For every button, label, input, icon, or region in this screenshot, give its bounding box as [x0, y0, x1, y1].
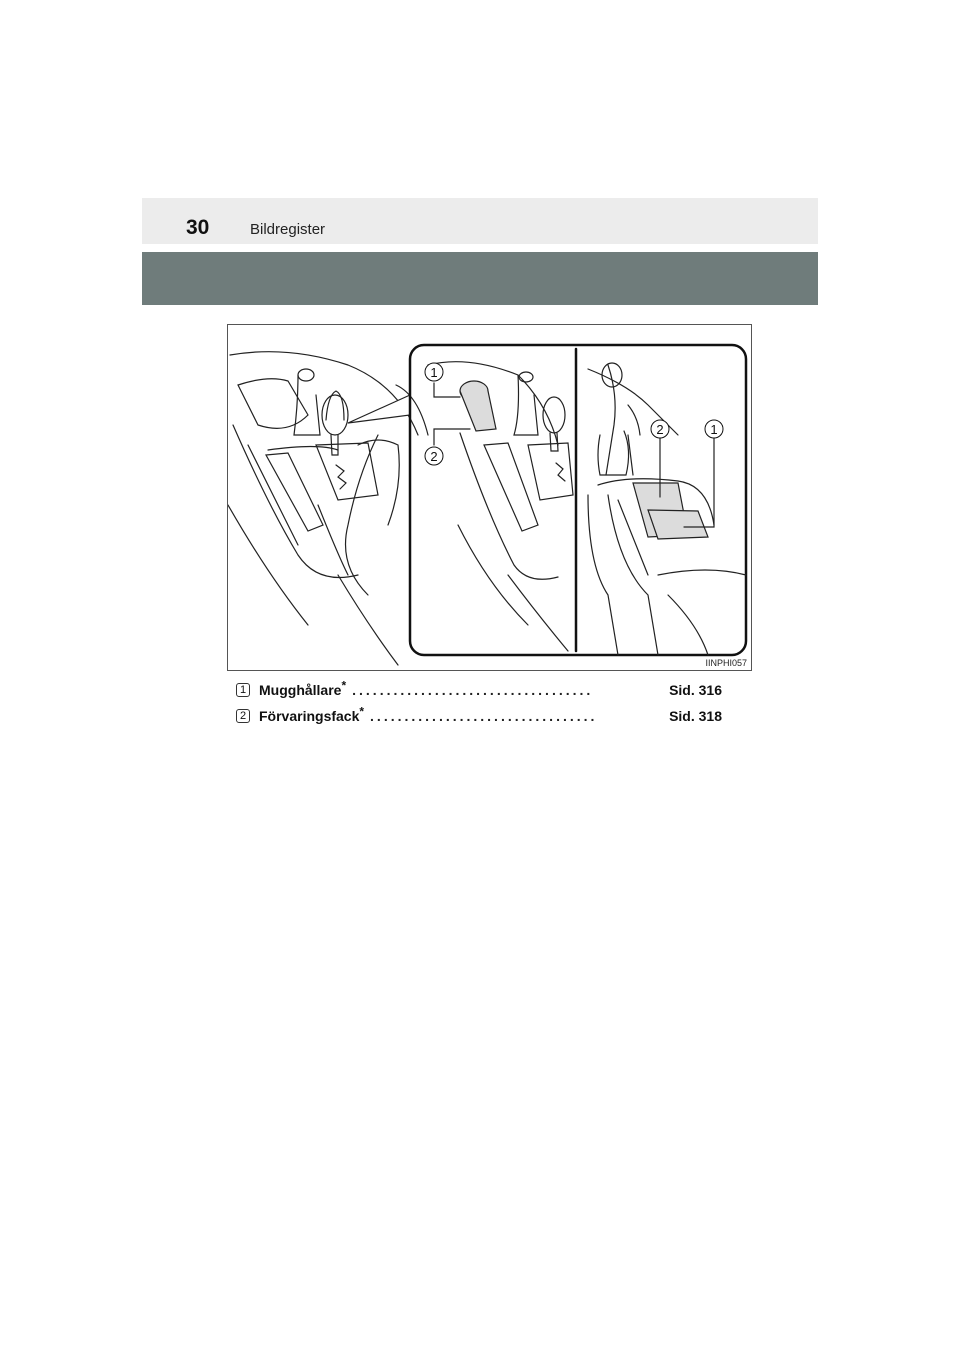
page-reference[interactable]: Sid. 318 — [669, 708, 722, 724]
page-number: 30 — [186, 216, 210, 239]
legend-label: Förvaringsfack* — [259, 704, 365, 724]
asterisk-marker: * — [341, 678, 347, 693]
legend-item-storage[interactable] — [236, 706, 722, 726]
console-illustration — [227, 324, 752, 671]
legend-item-cup-holder[interactable] — [236, 680, 722, 700]
console-drawing — [228, 325, 753, 672]
header-bar — [142, 198, 818, 244]
callout-label: 1 — [430, 365, 438, 380]
legend-label: Mugghållare* — [259, 678, 347, 698]
callout-label: 1 — [710, 422, 718, 437]
section-band — [142, 252, 818, 305]
asterisk-marker: * — [359, 704, 365, 719]
page-reference[interactable]: Sid. 316 — [669, 682, 722, 698]
legend-number: 2 — [236, 709, 250, 723]
leader-dots: ................................. — [370, 708, 598, 724]
legend-number: 1 — [236, 683, 250, 697]
figure-id: IINPHI057 — [705, 658, 747, 668]
leader-dots: ................................... — [352, 682, 594, 698]
callout-label: 2 — [430, 449, 438, 464]
callout-label: 2 — [656, 422, 664, 437]
section-title: Bildregister — [250, 221, 326, 238]
